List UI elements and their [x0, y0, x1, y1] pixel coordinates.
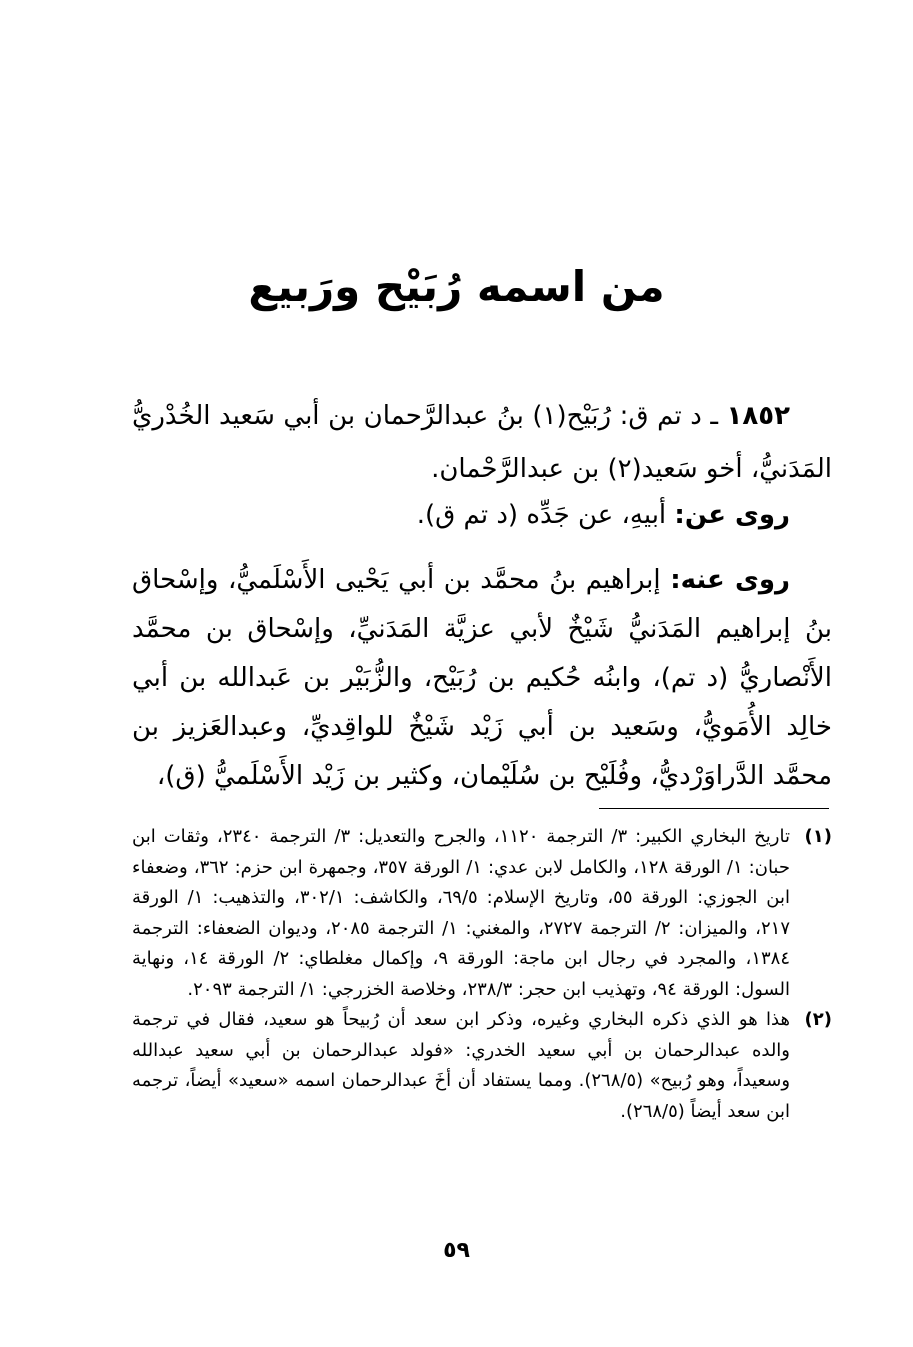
section-title: من اسمه رُبَيْح ورَبيع	[248, 262, 665, 311]
entry-paragraph	[132, 390, 832, 496]
narrated-by-paragraph	[132, 556, 832, 801]
footnote-mark: (١)	[804, 826, 832, 847]
footnote-text: هذا هو الذي ذكره البخاري وغيره، وذكر ابن سعد أن رُبيحاً هو سعيد، فقال في ترجمة والده عبدالرحمان بن أبي سعيد الخدري: «فولد عبدالرحمان بن أبي سعيد عبدالله وسعيداً، وهو رُبيح» (٢٦٨/٥). ومما يستفاد أن أخَ عبدالرحمان اسمه «سعيد» أيضاً، ترجمه ابن سعد أيضاً (٢٦٨/٥).	[132, 1009, 791, 1122]
narrated-by-text: إبراهيم بنُ محمَّد بن أبي يَحْيى الأَسْلَميُّ، وإسْحاق بنُ إبراهيم المَدَنيُّ شَيْخٌ لأبي عزيَّة المَدَنيِّ، وإسْحاق بن محمَّد الأَنْصاريُّ (د تم)، وابنُه حُكيم بن رُبَيْح، والزُّبَيْر بن عَبدالله بن أبي خالِد الأُمَويُّ، وسَعيد بن أبي زَيْد شَيْخٌ للواقِديِّ، وعبدالعَزيز بن محمَّد الدَّراوَرْديُّ، وفُلَيْح بن سُلَيْمان، وكثير بن زَيْد الأَسْلَميُّ (ق)،	[132, 565, 832, 791]
narrated-from-label: روى عن:	[674, 500, 790, 530]
footnote-mark: (٢)	[804, 1009, 832, 1030]
footnote	[132, 822, 832, 1005]
footnote	[132, 1005, 832, 1127]
page-number: ٥٩	[443, 1238, 470, 1263]
footnotes	[132, 822, 832, 1127]
footnote-text: تاريخ البخاري الكبير: ٣/ الترجمة ١١٢٠، والجرح والتعديل: ٣/ الترجمة ٢٣٤٠، وثقات ابن حبان: ١/ الورقة ١٢٨، والكامل لابن عدي: ١/ الورقة ٣٥٧، وجمهرة ابن حزم: ٣٦٢، وضعفاء ابن الجوزي: الورقة ٥٥، وتاريخ الإسلام: ٦٩/٥، والكاشف: ٣٠٢/١، والتذهيب: ١/ الورقة ٢١٧، والميزان: ٢/ الترجمة ٢٧٢٧، والمغني: ١/ الترجمة ٢٠٨٥، وديوان الضعفاء: الترجمة ١٣٨٤، والمجرد في رجال ابن ماجة: الورقة ٩، وإكمال مغلطاي: ٢/ الورقة ١٤، ونهاية السول: الورقة ٩٤، وتهذيب ابن حجر: ٢٣٨/٣، وخلاصة الخزرجي: ١/ الترجمة ٢٠٩٣.	[132, 826, 791, 1000]
entry-head-text: رُبَيْح(١) بنُ عبدالرَّحمان بن أبي سَعيد الخُدْريُّ المَدَنيُّ، أخو سَعيد(٢) بن عبدالرَّحْمان.	[132, 401, 832, 484]
narrated-from-paragraph	[132, 494, 832, 536]
footnote-divider	[599, 808, 829, 809]
entry-symbols: ـ د تم ق:	[619, 401, 718, 431]
entry-number: ١٨٥٢	[726, 401, 791, 431]
narrated-from-text: أبيهِ، عن جَدِّه (د تم ق).	[416, 500, 667, 530]
narrated-by-label: روى عنه:	[670, 565, 790, 595]
